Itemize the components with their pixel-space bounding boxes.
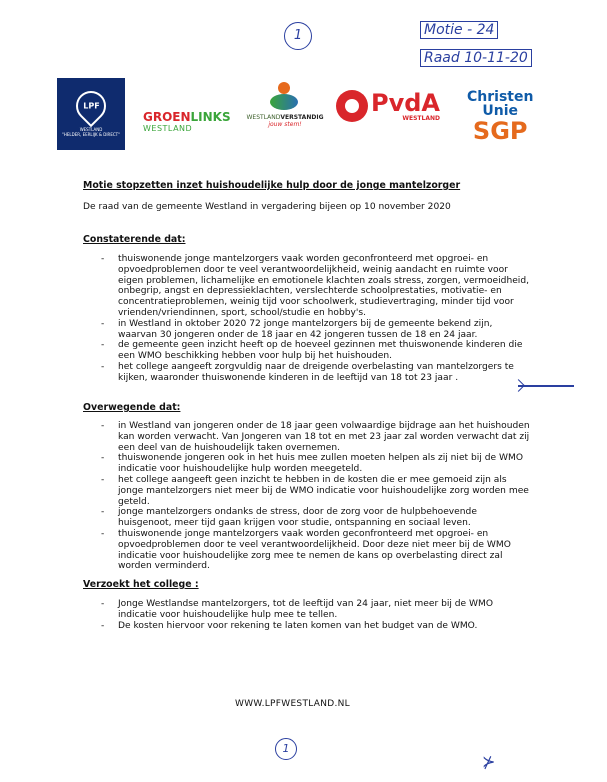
- christenunie-sgp-logo: Christen Unie SGP: [467, 89, 534, 145]
- handnote-line-1: Motie - 24: [420, 16, 570, 44]
- list-item: - Jonge Westlandse mantelzorgers, tot de leeftijd van 24 jaar, niet meer bij de WMO indicatie voor huishoudelijke hulp mee te tellen.: [101, 599, 531, 621]
- list-item: - de gemeente geen inzicht heeft op de hoeveel gezinnen met thuiswonende kinderen die een WMO beschikking hebben voor hulp bij het huishouden.: [101, 340, 531, 362]
- list-item: - thuiswonende jonge mantelzorgers vaak worden geconfronteerd met opgroei- en opvoedproblemen door te veel verantwoordelijkheid, weinig aandacht en ruimte voor eigen problemen, lichamelijke en emotionele klachten zoals stress, zorgen, vermoeidheid, onbegrip, angst en depressieklachten, verslechterde schoolprestaties, motivatie- en concentratieproblemen, weinig tijd voor schoolwerk, studievertraging, minder tijd voor vrienden/vriendinnen, sport, school/studie en hobby's.: [101, 254, 531, 319]
- page-number-circle: 1: [284, 22, 312, 50]
- pvda-logo: PvdA WESTLAND: [336, 90, 440, 122]
- westlandverstandig-logo: WESTLANDVERSTANDIG jouw stem!: [243, 82, 327, 128]
- handwritten-motion-note: [420, 16, 570, 72]
- westlandverstandig-mark-icon: [270, 82, 300, 112]
- handwritten-initials: ⊁: [482, 752, 496, 771]
- handnote-line-2: Raad 10-11-20: [420, 44, 570, 72]
- lpf-logo-sub: WESTLAND: [79, 127, 103, 132]
- list-item: - het college aangeeft geen inzicht te hebben in de kosten die er mee gemoeid zijn als jonge mantelzorgers niet meer bij de WMO indicatie voor huishoudelijke zorg worden mee geteld.: [101, 475, 531, 507]
- motion-title: Motie stopzetten inzet huishoudelijke hulp door de jonge mantelzorger: [83, 180, 461, 191]
- motion-intro: De raad van de gemeente Westland in vergadering bijeen op 10 november 2020: [83, 202, 451, 212]
- lpf-pin-icon: LPF: [70, 85, 112, 127]
- groenlinks-logo: GROENLINKS WESTLAND: [143, 110, 231, 133]
- list-item: - thuiswonende jongeren ook in het huis mee zullen moeten helpen als zij niet bij de WMO indicatie voor huishoudelijke hulp worden meegeteld.: [101, 453, 531, 475]
- section-heading-overwegende: Overwegende dat:: [83, 402, 181, 413]
- lpf-tagline: "HELDER, EERLIJK & DIRECT": [62, 132, 120, 137]
- list-item: - het college aangeeft zorgvuldig naar de dreigende overbelasting van mantelzorgers te kijken, waaronder thuiswonende kinderen in de leeftijd van 18 tot 23 jaar .: [101, 362, 531, 384]
- section-heading-verzoekt: Verzoekt het college :: [83, 579, 199, 590]
- list-item: - in Westland van jongeren onder de 18 jaar geen volwaardige bijdrage aan het huishouden kan worden verwacht. Van Jongeren van 18 tot en met 23 jaar zal worden verwacht dat zij een deel van de huishoudelijk taken overnemen.: [101, 421, 531, 453]
- lpf-logo: [57, 78, 125, 150]
- overwegende-list: [101, 421, 531, 572]
- footer-website: WWW.LPFWESTLAND.NL: [235, 699, 350, 709]
- section-heading-constaterende: Constaterende dat:: [83, 234, 186, 245]
- list-item: - jonge mantelzorgers ondanks de stress, door de zorg voor de hulpbehoevende huisgenoot, meer tijd gaan krijgen voor studie, ontspanning en sociaal leven.: [101, 507, 531, 529]
- list-item: - in Westland in oktober 2020 72 jonge mantelzorgers bij de gemeente bekend zijn, waarvan 30 jongeren onder de 18 jaar en 42 jongeren tussen de 18 en 24 jaar.: [101, 319, 531, 341]
- list-item: - thuiswonende jonge mantelzorgers vaak worden geconfronteerd met opgroei- en opvoedproblemen door te veel verantwoordelijkheid. Door deze niet meer bij de WMO indicatie voor huishoudelijke zorg mee te nemen de kans op overbelasting direct zal worden verminderd.: [101, 529, 531, 572]
- list-item: - De kosten hiervoor voor rekening te laten komen van het budget van de WMO.: [101, 621, 531, 632]
- rose-icon: [336, 90, 368, 122]
- verzoekt-list: [101, 599, 531, 631]
- constaterende-list: [101, 254, 531, 384]
- handwritten-arrow-mark: [518, 385, 574, 387]
- page-number-circle-bottom: 1: [275, 738, 297, 760]
